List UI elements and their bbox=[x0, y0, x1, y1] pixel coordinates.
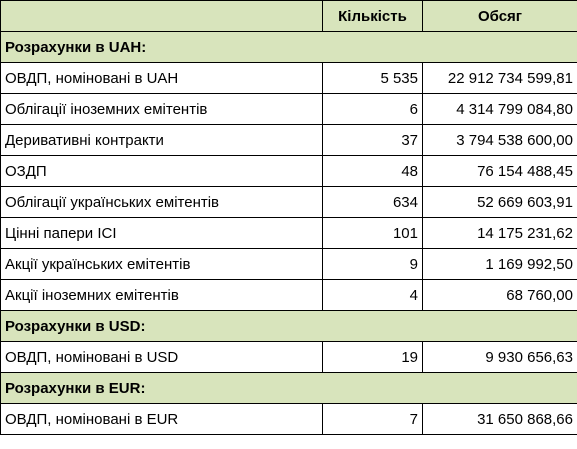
instrument-name: ОВДП, номіновані в UAH bbox=[1, 63, 323, 94]
instrument-name: ОЗДП bbox=[1, 156, 323, 187]
instrument-name: ОВДП, номіновані в USD bbox=[1, 342, 323, 373]
trade-volume: 22 912 734 599,81 bbox=[423, 63, 577, 94]
trade-volume: 1 169 992,50 bbox=[423, 249, 577, 280]
trade-count: 5 535 bbox=[323, 63, 423, 94]
table-row bbox=[1, 404, 577, 435]
trade-volume: 9 930 656,63 bbox=[423, 342, 577, 373]
instrument-name: Облігації іноземних емітентів bbox=[1, 94, 323, 125]
header-instrument-cell bbox=[1, 1, 323, 32]
trade-volume: 52 669 603,91 bbox=[423, 187, 577, 218]
table-row bbox=[1, 249, 577, 280]
trade-count: 37 bbox=[323, 125, 423, 156]
trade-volume: 31 650 868,66 bbox=[423, 404, 577, 435]
instrument-name: ОВДП, номіновані в EUR bbox=[1, 404, 323, 435]
instrument-name: Акції іноземних емітентів bbox=[1, 280, 323, 311]
table-row bbox=[1, 218, 577, 249]
instrument-name: Акції українських емітентів bbox=[1, 249, 323, 280]
trade-count: 634 bbox=[323, 187, 423, 218]
table-header-row bbox=[1, 1, 577, 32]
section-row-eur bbox=[1, 373, 577, 404]
trade-volume: 14 175 231,62 bbox=[423, 218, 577, 249]
table-row bbox=[1, 280, 577, 311]
trade-volume: 68 760,00 bbox=[423, 280, 577, 311]
trade-count: 101 bbox=[323, 218, 423, 249]
table-row bbox=[1, 156, 577, 187]
table-row bbox=[1, 125, 577, 156]
table-row bbox=[1, 63, 577, 94]
instrument-name: Облігації українських емітентів bbox=[1, 187, 323, 218]
trade-volume: 3 794 538 600,00 bbox=[423, 125, 577, 156]
trade-count: 4 bbox=[323, 280, 423, 311]
trade-count: 19 bbox=[323, 342, 423, 373]
trade-count: 9 bbox=[323, 249, 423, 280]
section-row-uah bbox=[1, 32, 577, 63]
trade-count: 6 bbox=[323, 94, 423, 125]
trade-volume: 76 154 488,45 bbox=[423, 156, 577, 187]
trade-volume: 4 314 799 084,80 bbox=[423, 94, 577, 125]
table-row bbox=[1, 94, 577, 125]
table-row bbox=[1, 342, 577, 373]
header-volume-cell: Обсяг bbox=[423, 1, 577, 32]
header-count-cell: Кількість bbox=[323, 1, 423, 32]
table-row bbox=[1, 187, 577, 218]
trade-count: 48 bbox=[323, 156, 423, 187]
section-title: Розрахунки в EUR: bbox=[1, 373, 577, 404]
instrument-name: Цінні папери ІСІ bbox=[1, 218, 323, 249]
trade-count: 7 bbox=[323, 404, 423, 435]
section-title: Розрахунки в USD: bbox=[1, 311, 577, 342]
section-row-usd bbox=[1, 311, 577, 342]
instrument-name: Деривативні контракти bbox=[1, 125, 323, 156]
section-title: Розрахунки в UAH: bbox=[1, 32, 577, 63]
